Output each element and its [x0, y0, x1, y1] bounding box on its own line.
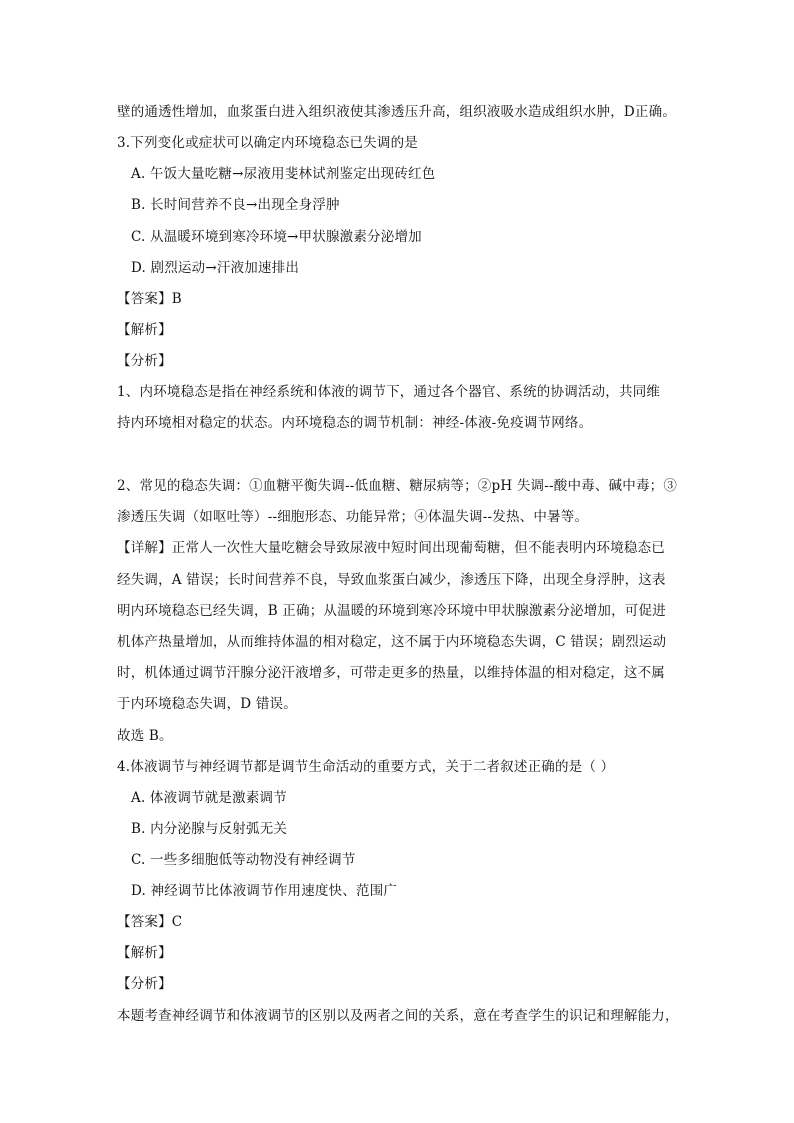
question-4-analysis-heading: 【分析】 — [117, 976, 172, 992]
question-3-explanation-heading: 【解析】 — [117, 322, 172, 338]
detail-line-3: 明内环境稳态已经失调，B 正确；从温暖的环境到寒冷环境中甲状腺激素分泌增加，可促进 — [117, 603, 666, 619]
detail-line-4: 机体产热量增加，从而维持体温的相对稳定，这不属于内环境稳态失调，C 错误；剧烈运动 — [117, 634, 667, 650]
analysis-point-1-line-2: 持内环境相对稳定的状态。内环境稳态的调节机制：神经-体液-免疫调节网络。 — [117, 415, 593, 431]
question-3-analysis-heading: 【分析】 — [117, 353, 172, 369]
detail-line-5: 时，机体通过调节汗腺分泌汗液增多，可带走更多的热量，以维持体温的相对稳定，这不属 — [117, 665, 665, 681]
question-4-option-b: B. 内分泌腺与反射弧无关 — [131, 821, 288, 837]
question-3-answer: 【答案】B — [117, 291, 182, 307]
detail-line-1: 【详解】正常人一次性大量吃糖会导致尿液中短时间出现葡萄糖，但不能表明内环境稳态已 — [117, 540, 665, 556]
question-3-option-d: D. 剧烈运动→汗液加速排出 — [131, 260, 300, 276]
question-4-answer: 【答案】C — [117, 914, 183, 930]
question-3-option-a: A. 午饭大量吃糖→尿液用斐林试剂鉴定出现砖红色 — [131, 166, 436, 182]
question-4-option-d: D. 神经调节比体液调节作用速度快、范围广 — [131, 883, 398, 899]
detail-line-6: 于内环境稳态失调，D 错误。 — [117, 696, 297, 712]
question-3-option-b: B. 长时间营养不良→出现全身浮肿 — [131, 197, 340, 213]
analysis-point-2-line-2: 渗透压失调（如呕吐等）--细胞形态、功能异常；④体温失调--发热、中暑等。 — [117, 509, 589, 525]
text-line-continuation: 壁的通透性增加，血浆蛋白进入组织液使其渗透压升高，组织液吸水造成组织水肿，D正确。 — [117, 104, 677, 120]
question-4-explanation-heading: 【解析】 — [117, 945, 172, 961]
detail-line-2: 经失调，A 错误；长时间营养不良，导致血浆蛋白减少，渗透压下降，出现全身浮肿，这表 — [117, 572, 666, 588]
question-4-analysis-line-1: 本题考查神经调节和体液调节的区别以及两者之间的关系，意在考查学生的识记和理解能力， — [117, 1008, 679, 1024]
analysis-point-2-line-1: 2、常见的稳态失调：①血糖平衡失调--低血糖、糖尿病等；②pH 失调--酸中毒、碱中毒；③ — [117, 478, 678, 494]
question-3-conclusion: 故选 B。 — [117, 728, 173, 744]
question-3-stem: 3.下列变化或症状可以确定内环境稳态已失调的是 — [117, 135, 418, 151]
question-3-option-c: C. 从温暖环境到寒冷环境→甲状腺激素分泌增加 — [131, 229, 422, 245]
analysis-point-1-line-1: 1、内环境稳态是指在神经系统和体液的调节下，通过各个器官、系统的协调活动，共同维 — [117, 384, 661, 400]
question-4-option-c: C. 一些多细胞低等动物没有神经调节 — [131, 852, 356, 868]
question-4-option-a: A. 体液调节就是激素调节 — [131, 790, 287, 806]
question-4-stem: 4.体液调节与神经调节都是调节生命活动的重要方式，关于二者叙述正确的是（ ） — [117, 759, 615, 775]
